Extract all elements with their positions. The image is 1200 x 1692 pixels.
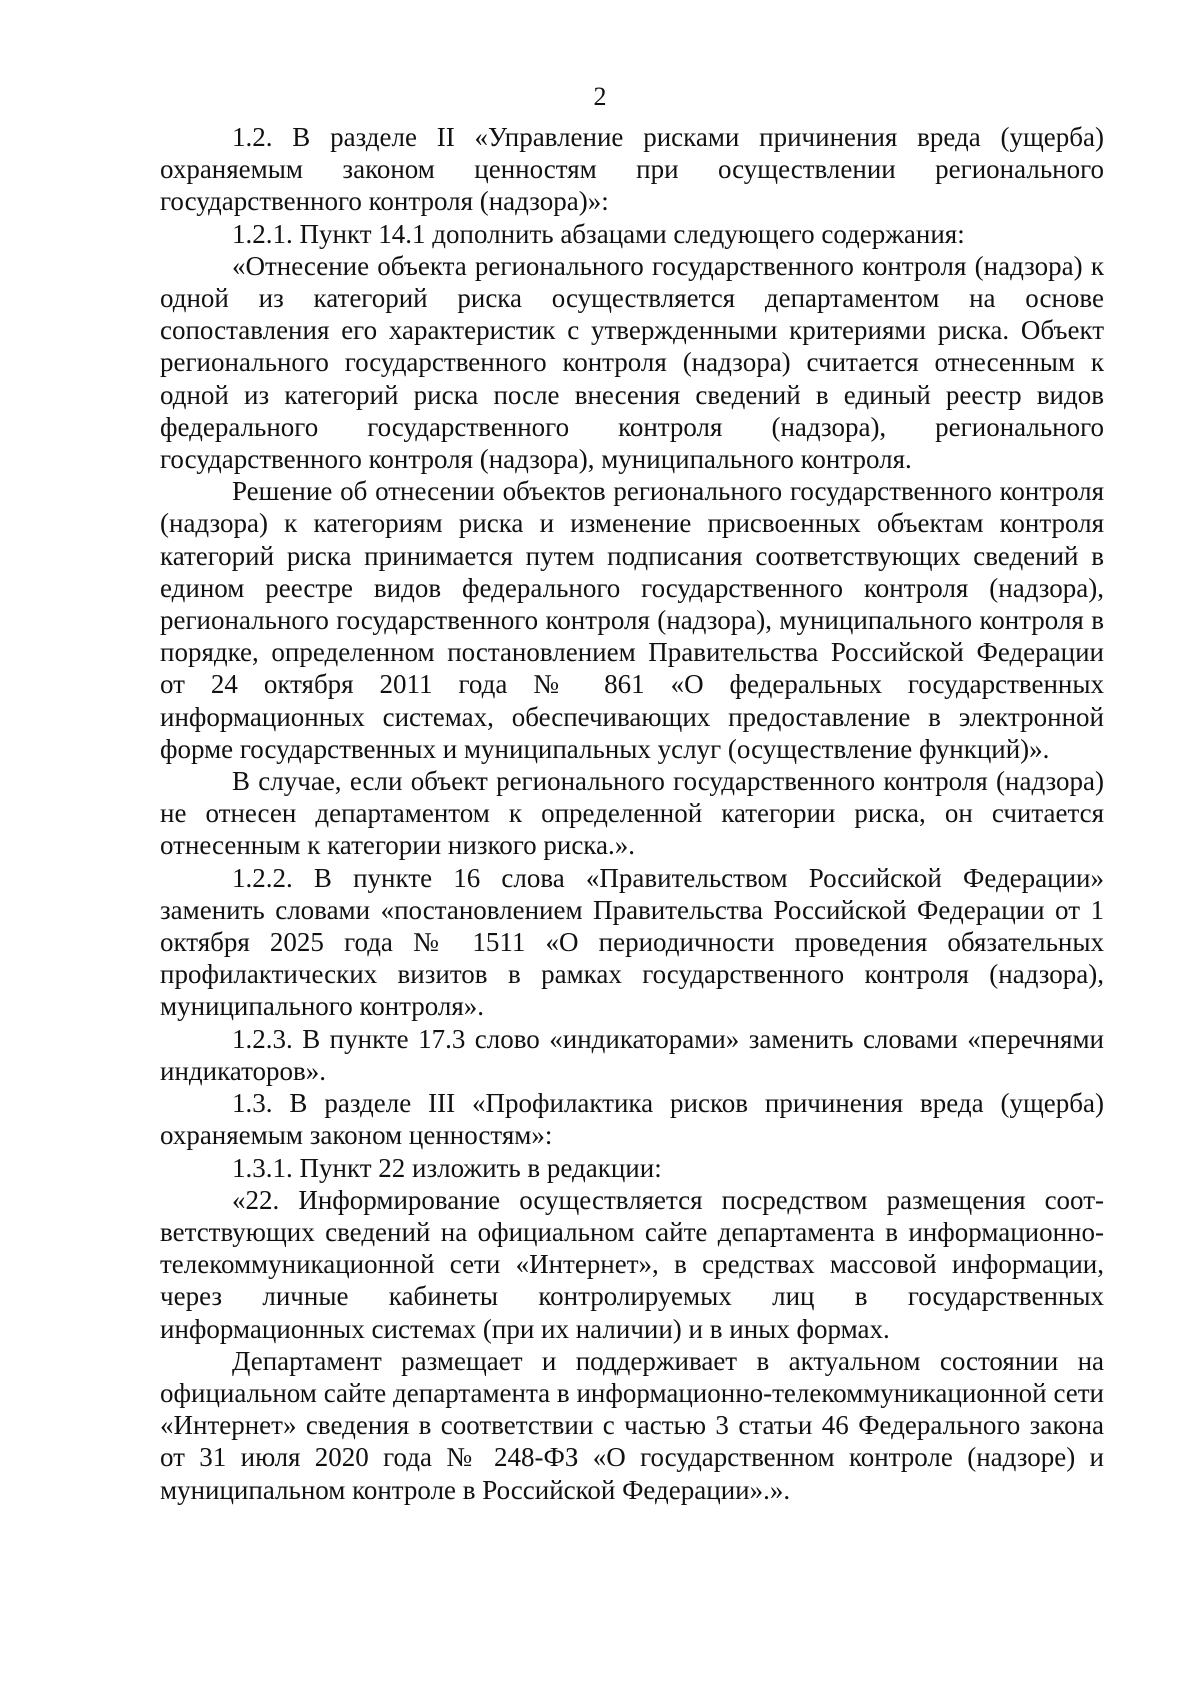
paragraph-department-website: Департамент размещает и поддерживает в актуальном состоянии на официальном сайте департамента в информационно-телекоммуникационной сети «Интернет» сведения в соответствии с частью 3 статьи 46 Федерального закона от 31 июля 2020 года № 248-ФЗ «О государственном контроле (надзоре) и муниципальном контроле в Российской Федерации».».: [160, 1345, 1104, 1505]
paragraph-22-informing: «22. Информирование осуществляется посредством размещения соответствующих сведений на официальном сайте департамента в информационно-телекоммуникационной сети «Интернет», в средствах массовой информации, через личные кабинеты контролируемых лиц в государственных информационных системах (при их наличии) и в иных формах.: [160, 1184, 1104, 1344]
paragraph-low-risk-default: В случае, если объект регионального государственного контроля (надзора) не отнесен департаментом к определенной категории риска, он считается отнесенным к категории низкого риска.».: [160, 766, 1104, 861]
paragraph-1-3-1: 1.3.1. Пункт 22 изложить в редакции:: [232, 1152, 662, 1183]
paragraph-risk-category-decision: Решение об отнесении объектов регионального государственного контроля (надзора) к категориям риска и изменение присвоенных объектам контроля категорий риска принимается путем подписания соответствующих сведений в едином реестре видов федерального государственного контроля (надзора), регионального государственного контроля (надзора), муниципального контроля в порядке, определенном постановлением Правительства Российской Федерации от 24 октября 2011 года № 861 «О федеральных государственных информационных системах, обеспечивающих предоставление в электронной форме государственных и муниципальных услуг (осуществление функций)».: [160, 476, 1104, 764]
paragraph-1-2: 1.2. В разделе II «Управление рисками причинения вреда (ущерба) охраняемым законом ценностям при осуществлении регионального государственного контроля (надзора)»:: [160, 122, 1104, 217]
page-number: 2: [593, 82, 607, 111]
paragraph-1-2-2: 1.2.2. В пункте 16 слова «Правительством Российской Федерации» заменить словами «постановлением Правительства Российской Федерации от 1 октября 2025 года № 1511 «О периодичности проведения обязательных профилактических визитов в рамках государственного контроля (надзора), муниципального контроля».: [160, 862, 1104, 1022]
paragraph-1-3: 1.3. В разделе III «Профилактика рисков причинения вреда (ущерба) охраняемым законом ценностям»:: [160, 1088, 1104, 1151]
paragraph-1-2-1: 1.2.1. Пункт 14.1 дополнить абзацами следующего содержания:: [232, 218, 965, 249]
document-body: [160, 121, 1104, 1506]
paragraph-risk-category-assignment: «Отнесение объекта регионального государственного контроля (надзора) к одной из категорий риска осуществляется департаментом на основе сопоставления его характеристик с утвержденными критериями риска. Объект регионального государственного контроля (надзора) считается отнесенным к одной из категорий риска после внесения сведений в единый реестр видов федерального государственного контроля (надзора), регионального государственного контроля (надзора), муниципального контроля.: [160, 250, 1104, 475]
paragraph-1-2-3: 1.2.3. В пункте 17.3 слово «индикаторами» заменить словами «перечнями индикаторов».: [160, 1023, 1104, 1086]
